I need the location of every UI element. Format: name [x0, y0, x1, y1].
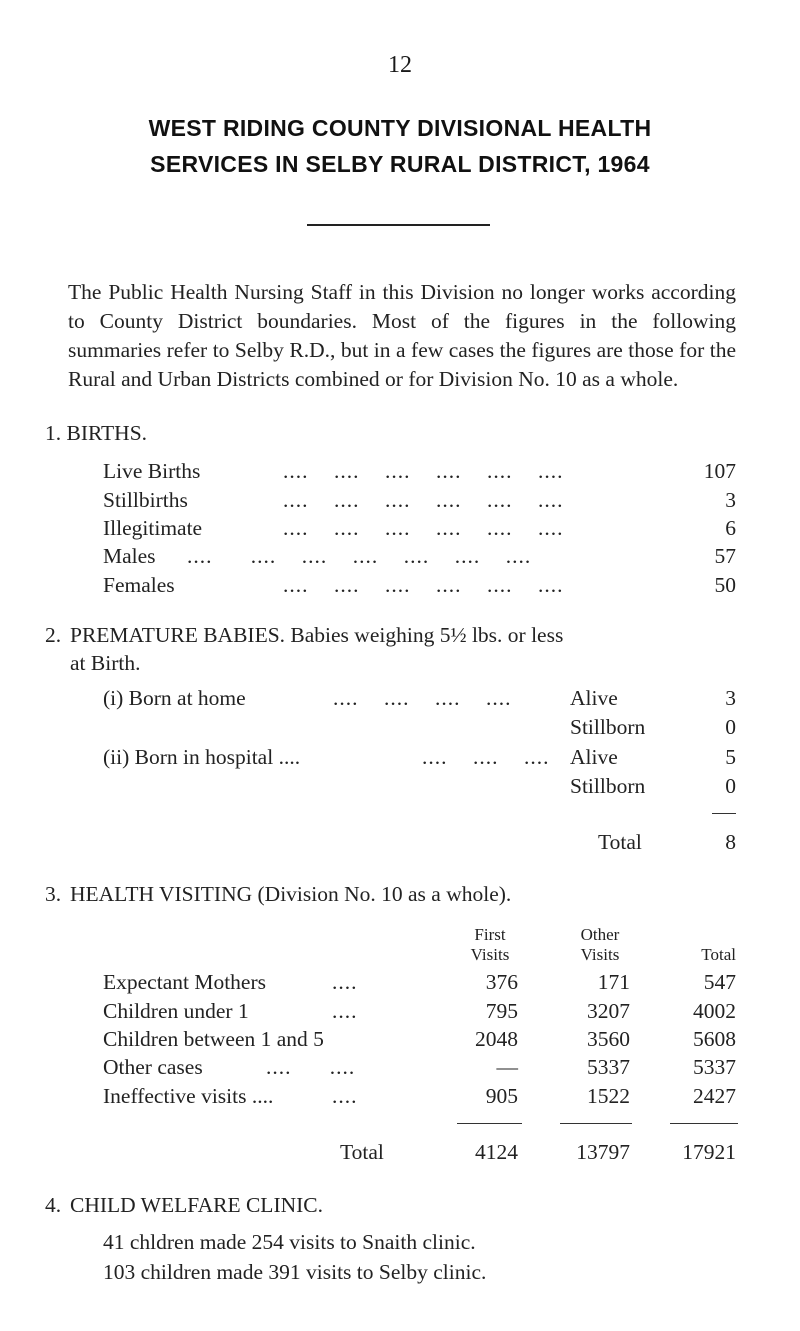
visiting-number: 3.	[45, 882, 62, 906]
premature-total-value: 8	[725, 830, 736, 854]
visiting-row-first: 905	[485, 1084, 518, 1108]
premature-home-stillborn: 0	[725, 715, 736, 739]
premature-hospital-alive-label: Alive	[570, 745, 618, 769]
visiting-total-total: 17921	[682, 1140, 736, 1164]
visiting-total-label: Total	[340, 1140, 384, 1164]
title-divider	[307, 224, 490, 226]
premature-heading-cont: at Birth.	[70, 651, 141, 675]
births-value-stillbirths: 3	[725, 488, 736, 512]
intro-paragraph: The Public Health Nursing Staff in this Division no longer works according to County District boundaries. Most of the figures in the following summaries refer to Selby R.D., but in a few cases the figures are those for the Rural and Urban Districts combined or for Division No. 10 as a whole.	[68, 280, 736, 391]
births-label-males: Males	[103, 544, 156, 568]
clinic-line-selby: 103 children made 391 visits to Selby clinic.	[103, 1260, 487, 1284]
premature-heading: PREMATURE BABIES. Babies weighing 5½ lbs. or less	[70, 623, 564, 647]
leader-dots: .... ....	[266, 1055, 356, 1079]
leader-dots: .... .... .... .... .... ....	[283, 459, 564, 483]
visiting-row-total: 5608	[693, 1027, 736, 1051]
births-label-stillbirths: Stillbirths	[103, 488, 188, 512]
visiting-row-label: Children between 1 and 5	[103, 1027, 324, 1051]
visiting-row-other: 171	[597, 970, 630, 994]
births-value-illegitimate: 6	[725, 516, 736, 540]
visiting-row-other: 3560	[587, 1027, 630, 1051]
total-rule	[560, 1123, 632, 1124]
visiting-row-first: 795	[485, 999, 518, 1023]
leader-dots: .... .... .... .... .... ....	[283, 573, 564, 597]
births-heading: 1. BIRTHS.	[45, 421, 148, 445]
premature-home-stillborn-label: Stillborn	[570, 715, 646, 739]
leader-dots: ....	[332, 970, 358, 994]
visiting-row-other: 3207	[587, 999, 630, 1023]
clinic-line-snaith: 41 chldren made 254 visits to Snaith clinic.	[103, 1230, 476, 1254]
total-rule	[670, 1123, 738, 1124]
visiting-row-label: Ineffective visits ....	[103, 1084, 274, 1108]
clinic-heading: CHILD WELFARE CLINIC.	[70, 1193, 324, 1217]
total-rule	[712, 813, 736, 814]
leader-dots: .... .... .... .... .... ....	[283, 516, 564, 540]
leader-dots: .... .... .... .... .... ....	[283, 488, 564, 512]
visiting-row-first: 2048	[475, 1027, 518, 1051]
births-label-females: Females	[103, 573, 175, 597]
col-total: Total	[701, 945, 736, 964]
page-title-line1: WEST RIDING COUNTY DIVISIONAL HEALTH	[148, 115, 652, 141]
births-label-live: Live Births	[103, 459, 201, 483]
births-label-illegitimate: Illegitimate	[103, 516, 203, 540]
visiting-row-first: —	[496, 1055, 518, 1079]
leader-dots: .... .... .... .... .... .... ....	[187, 544, 532, 568]
visiting-row-label: Expectant Mothers	[103, 970, 266, 994]
col-first-visits: First Visits	[470, 925, 510, 964]
premature-number: 2.	[45, 623, 62, 647]
visiting-row-total: 5337	[693, 1055, 736, 1079]
premature-home-alive: 3	[725, 686, 736, 710]
visiting-total-other: 13797	[576, 1140, 630, 1164]
visiting-row-other: 1522	[587, 1084, 630, 1108]
leader-dots: .... .... .... ....	[333, 686, 512, 710]
premature-home-alive-label: Alive	[570, 686, 618, 710]
births-value-females: 50	[714, 573, 736, 597]
premature-hospital-label: (ii) Born in hospital ....	[103, 745, 301, 769]
page-title-line2: SERVICES IN SELBY RURAL DISTRICT, 1964	[150, 151, 650, 177]
premature-hospital-stillborn: 0	[725, 774, 736, 798]
births-value-males: 57	[714, 544, 736, 568]
leader-dots: .... .... ....	[422, 745, 550, 769]
visiting-row-total: 2427	[693, 1084, 736, 1108]
births-value-live: 107	[703, 459, 736, 483]
visiting-row-label: Other cases	[103, 1055, 203, 1079]
page-number: 12	[388, 52, 412, 78]
visiting-row-label: Children under 1	[103, 999, 249, 1023]
col-other-visits: Other Visits	[580, 925, 620, 964]
visiting-row-total: 4002	[693, 999, 736, 1023]
visiting-row-other: 5337	[587, 1055, 630, 1079]
visiting-row-first: 376	[485, 970, 518, 994]
leader-dots: ....	[332, 999, 358, 1023]
premature-hospital-alive: 5	[725, 745, 736, 769]
clinic-number: 4.	[45, 1193, 62, 1217]
visiting-total-first: 4124	[475, 1140, 518, 1164]
visiting-heading: HEALTH VISITING (Division No. 10 as a whole).	[70, 882, 512, 906]
visiting-row-total: 547	[703, 970, 736, 994]
total-rule	[457, 1123, 522, 1124]
premature-total-label: Total	[598, 830, 642, 854]
premature-home-label: (i) Born at home	[103, 686, 246, 710]
premature-hospital-stillborn-label: Stillborn	[570, 774, 646, 798]
leader-dots: ....	[332, 1084, 358, 1108]
